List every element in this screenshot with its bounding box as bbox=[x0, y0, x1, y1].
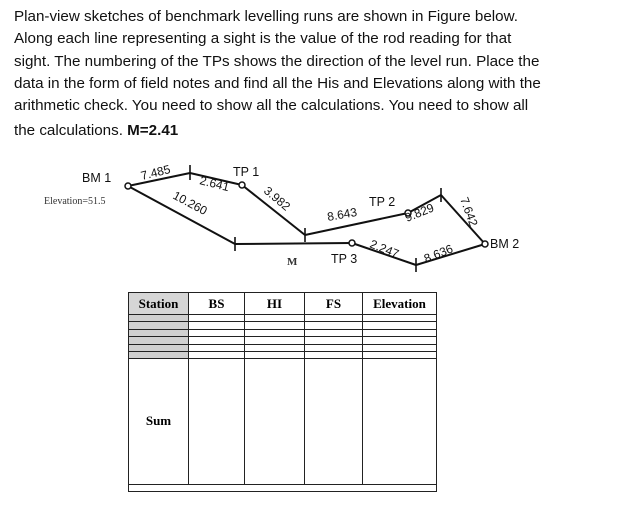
question-line: data in the form of field notes and find all the His and Elevations along with the bbox=[14, 74, 541, 92]
fs-sum-cell[interactable] bbox=[305, 359, 363, 484]
bm1-point bbox=[125, 183, 131, 189]
reading-label: 8.636 bbox=[421, 241, 455, 266]
reading-label: 10.260 bbox=[170, 188, 210, 218]
bs-sum-cell[interactable] bbox=[189, 359, 245, 484]
bm1-elevation: Elevation=51.5 bbox=[44, 196, 106, 207]
elevation-cell[interactable] bbox=[363, 337, 437, 344]
fs-cell[interactable] bbox=[305, 344, 363, 351]
tp3-point bbox=[349, 240, 355, 246]
bm2-point bbox=[482, 241, 488, 247]
hi-cell[interactable] bbox=[245, 337, 305, 344]
bs-cell[interactable] bbox=[189, 344, 245, 351]
bs-cell[interactable] bbox=[189, 315, 245, 322]
station-cell[interactable] bbox=[129, 329, 189, 336]
elevation-sum-cell[interactable] bbox=[363, 359, 437, 484]
check-cell[interactable] bbox=[129, 484, 437, 491]
sight-n2-to-tp3 bbox=[235, 243, 352, 244]
header-fs: FS bbox=[305, 293, 363, 315]
tp1-point bbox=[239, 182, 245, 188]
m-value: M=2.41 bbox=[127, 122, 179, 140]
tp2-label: TP 2 bbox=[369, 195, 396, 209]
tp1-label: TP 1 bbox=[233, 165, 260, 179]
table-row bbox=[129, 315, 437, 322]
station-cell[interactable] bbox=[129, 322, 189, 329]
table-row bbox=[129, 322, 437, 329]
elevation-cell[interactable] bbox=[363, 344, 437, 351]
reading-label: 3.982 bbox=[261, 183, 294, 214]
sum-row bbox=[129, 359, 437, 484]
reading-label: 9.829 bbox=[402, 200, 436, 225]
station-cell[interactable] bbox=[129, 344, 189, 351]
table-row bbox=[129, 344, 437, 351]
m-label: M bbox=[287, 256, 298, 268]
question-line: arithmetic check. You need to show all the calculations. You need to show all bbox=[14, 97, 529, 115]
station-cell[interactable] bbox=[129, 337, 189, 344]
question-line: Plan-view sketches of benchmark levelling runs are shown in Figure below. bbox=[14, 8, 518, 25]
header-hi: HI bbox=[245, 293, 305, 315]
bm2-label: BM 2 bbox=[490, 237, 520, 251]
hi-cell[interactable] bbox=[245, 322, 305, 329]
question-line: the calculations. bbox=[14, 122, 128, 140]
elevation-cell[interactable] bbox=[363, 322, 437, 329]
bs-cell[interactable] bbox=[189, 322, 245, 329]
station-cell[interactable] bbox=[129, 351, 189, 358]
header-bs: BS bbox=[189, 293, 245, 315]
header-station: Station bbox=[129, 293, 189, 315]
hi-cell[interactable] bbox=[245, 315, 305, 322]
field-notes-table bbox=[128, 292, 437, 492]
elevation-cell[interactable] bbox=[363, 329, 437, 336]
table-row bbox=[129, 484, 437, 491]
hi-cell[interactable] bbox=[245, 344, 305, 351]
hi-sum-cell[interactable] bbox=[245, 359, 305, 484]
sum-label: Sum bbox=[129, 359, 189, 484]
reading-label: 2.247 bbox=[367, 236, 401, 262]
bs-cell[interactable] bbox=[189, 337, 245, 344]
hi-cell[interactable] bbox=[245, 329, 305, 336]
fs-cell[interactable] bbox=[305, 322, 363, 329]
table-row bbox=[129, 337, 437, 344]
tp3-label: TP 3 bbox=[331, 252, 358, 266]
bs-cell[interactable] bbox=[189, 351, 245, 358]
reading-label: 7.485 bbox=[139, 162, 172, 183]
reading-label: 7.642 bbox=[457, 195, 481, 229]
table-row bbox=[129, 351, 437, 358]
hi-cell[interactable] bbox=[245, 351, 305, 358]
fs-cell[interactable] bbox=[305, 329, 363, 336]
fs-cell[interactable] bbox=[305, 337, 363, 344]
header-elevation: Elevation bbox=[363, 293, 437, 315]
reading-label: 8.643 bbox=[326, 204, 359, 224]
fs-cell[interactable] bbox=[305, 315, 363, 322]
fs-cell[interactable] bbox=[305, 351, 363, 358]
bm1-label: BM 1 bbox=[82, 171, 112, 185]
table-row bbox=[129, 329, 437, 336]
question-line: Along each line representing a sight is the value of the rod reading for that bbox=[14, 30, 512, 48]
question-line: sight. The numbering of the TPs shows the direction of the level run. Place the bbox=[14, 52, 540, 70]
elevation-cell[interactable] bbox=[363, 351, 437, 358]
bs-cell[interactable] bbox=[189, 329, 245, 336]
reading-label: 2.641 bbox=[198, 173, 231, 195]
table-header-row bbox=[129, 293, 437, 315]
elevation-cell[interactable] bbox=[363, 315, 437, 322]
station-cell[interactable] bbox=[129, 315, 189, 322]
